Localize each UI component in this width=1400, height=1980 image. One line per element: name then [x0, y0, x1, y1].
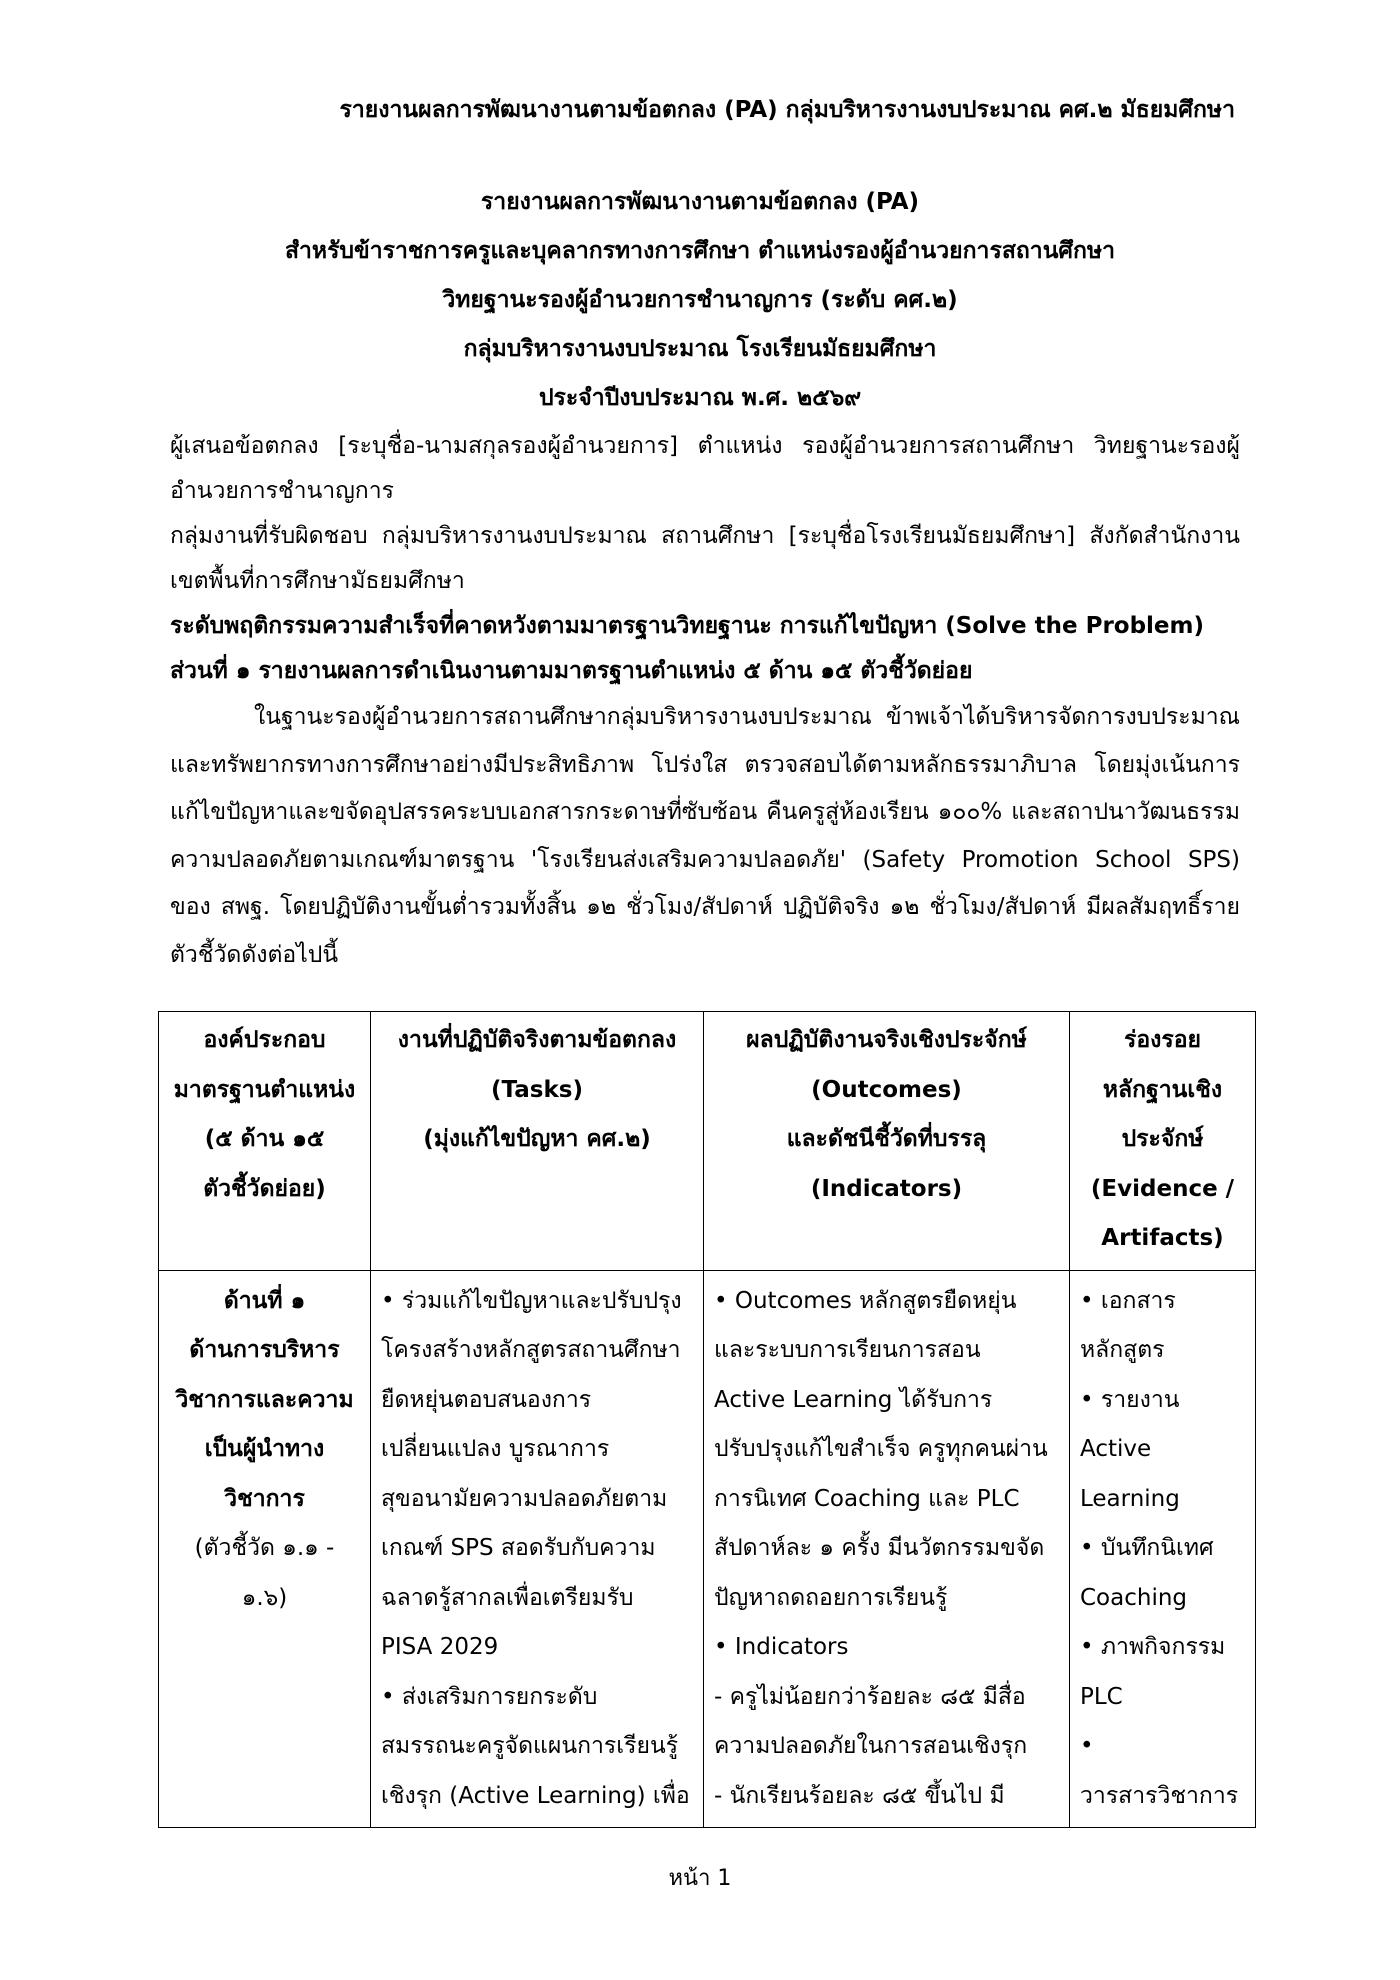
header-tasks: งานที่ปฏิบัติจริงตามข้อตกลง (Tasks) (มุ่งแก้ไขปัญหา คศ.๒) — [371, 1012, 704, 1271]
intro-paragraph: ในฐานะรองผู้อำนวยการสถานศึกษากลุ่มบริหารงานงบประมาณ ข้าพเจ้าได้บริหารจัดการงบประมาณและทรัพยากรทางการศึกษาอย่างมีประสิทธิภาพ โปร่งใส ตรวจสอบได้ตามหลักธรรมาภิบาล โดยมุ่งเน้นการแก้ไขปัญหาและขจัดอุปสรรคระบบเอกสารกระดาษที่ซับซ้อน คืนครูสู่ห้องเรียน ๑๐๐% และสถาปนาวัฒนธรรมความปลอดภัยตามเกณฑ์มาตรฐาน 'โรงเรียนส่งเสริมความปลอดภัย' (Safety Promotion School SPS) ของ สพฐ. โดยปฏิบัติงานขั้นต่ำรวมทั้งสิ้น ๑๒ ชั่วโมง/สัปดาห์ ปฏิบัติจริง ๑๒ ชั่วโมง/สัปดาห์ มีผลสัมฤทธิ์รายตัวชี้วัดดังต่อไปนี้ — [170, 704, 1240, 968]
pa-table — [158, 1011, 1256, 1828]
title-line: รายงานผลการพัฒนางานตามข้อตกลง (PA) — [480, 189, 920, 215]
title-line: ประจำปีงบประมาณ พ.ศ. ๒๕๖๙ — [538, 385, 862, 411]
cell-tasks: • ร่วมแก้ไขปัญหาและปรับปรุง โครงสร้างหลักสูตรสถานศึกษา ยืดหยุ่นตอบสนองการ เปลี่ยนแปลง บูรณาการ สุขอนามัยความปลอดภัยตาม เกณฑ์ SPS สอดรับกับความ ฉลาดรู้สากลเพื่อเตรียมรับ PISA 2029 • ส่งเสริมการยกระดับ สมรรถนะครูจัดแผนการเรียนรู้ เชิงรุก (Active Learning) เพื่อ — [371, 1270, 704, 1828]
document-body — [170, 424, 1240, 979]
header-outcomes: ผลปฏิบัติงานจริงเชิงประจักษ์ (Outcomes) และดัชนีชี้วัดที่บรรลุ (Indicators) — [704, 1012, 1070, 1271]
title-line: วิทยฐานะรองผู้อำนวยการชำนาญการ (ระดับ คศ.๒) — [442, 287, 958, 313]
cell-evidence: • เอกสาร หลักสูตร • รายงาน Active Learning • บันทึกนิเทศ Coaching • ภาพกิจกรรม PLC • วารสารวิชาการ — [1070, 1270, 1256, 1828]
proposer-text: ผู้เสนอข้อตกลง [ระบุชื่อ-นามสกุลรองผู้อำนวยการ] ตำแหน่ง รองผู้อำนวยการสถานศึกษา วิทยฐานะรองผู้อำนวยการชำนาญการ — [170, 433, 1240, 504]
header-evidence: ร่องรอย หลักฐานเชิง ประจักษ์ (Evidence / Artifacts) — [1070, 1012, 1256, 1271]
table-row — [159, 1270, 1256, 1828]
title-line: สำหรับข้าราชการครูและบุคลากรทางการศึกษา ตำแหน่งรองผู้อำนวยการสถานศึกษา — [284, 238, 1116, 264]
expected-level-heading: ระดับพฤติกรรมความสำเร็จที่คาดหวังตามมาตรฐานวิทยฐานะ การแก้ไขปัญหา (Solve the Problem) — [170, 613, 1205, 639]
part-heading: ส่วนที่ ๑ รายงานผลการดำเนินงานตามมาตรฐานตำแหน่ง ๕ ด้าน ๑๕ ตัวชี้วัดย่อย — [170, 658, 973, 684]
table-header-row — [159, 1012, 1256, 1271]
header-component: องค์ประกอบ มาตรฐานตำแหน่ง (๕ ด้าน ๑๕ ตัวชี้วัดย่อย) — [159, 1012, 371, 1271]
running-header: รายงานผลการพัฒนางานตามข้อตกลง (PA) กลุ่มบริหารงานงบประมาณ คศ.๒ มัธยมศึกษา — [339, 97, 1235, 123]
report-title — [160, 178, 1240, 423]
cell-component: ด้านที่ ๑ ด้านการบริหาร วิชาการและความ เป็นผู้นำทาง วิชาการ (ตัวชี้วัด ๑.๑ - ๑.๖) — [159, 1270, 371, 1828]
page-number: หน้า 1 — [668, 1866, 732, 1891]
work-group-text: กลุ่มงานที่รับผิดชอบ กลุ่มบริหารงานงบประมาณ สถานศึกษา [ระบุชื่อโรงเรียนมัธยมศึกษา] สังกัดสำนักงานเขตพื้นที่การศึกษามัธยมศึกษา — [170, 523, 1240, 594]
cell-outcomes: • Outcomes หลักสูตรยืดหยุ่น และระบบการเรียนการสอน Active Learning ได้รับการ ปรับปรุงแก้ไขสำเร็จ ครูทุกคนผ่าน การนิเทศ Coaching และ PLC สัปดาห์ละ ๑ ครั้ง มีนวัตกรรมขจัด ปัญหาถดถอยการเรียนรู้ • Indicators - ครูไม่น้อยกว่าร้อยละ ๘๕ มีสื่อ ความปลอดภัยในการสอนเชิงรุก - นักเรียนร้อยละ ๘๕ ขึ้นไป มี — [704, 1270, 1070, 1828]
title-line: กลุ่มบริหารงานงบประมาณ โรงเรียนมัธยมศึกษา — [463, 336, 937, 362]
